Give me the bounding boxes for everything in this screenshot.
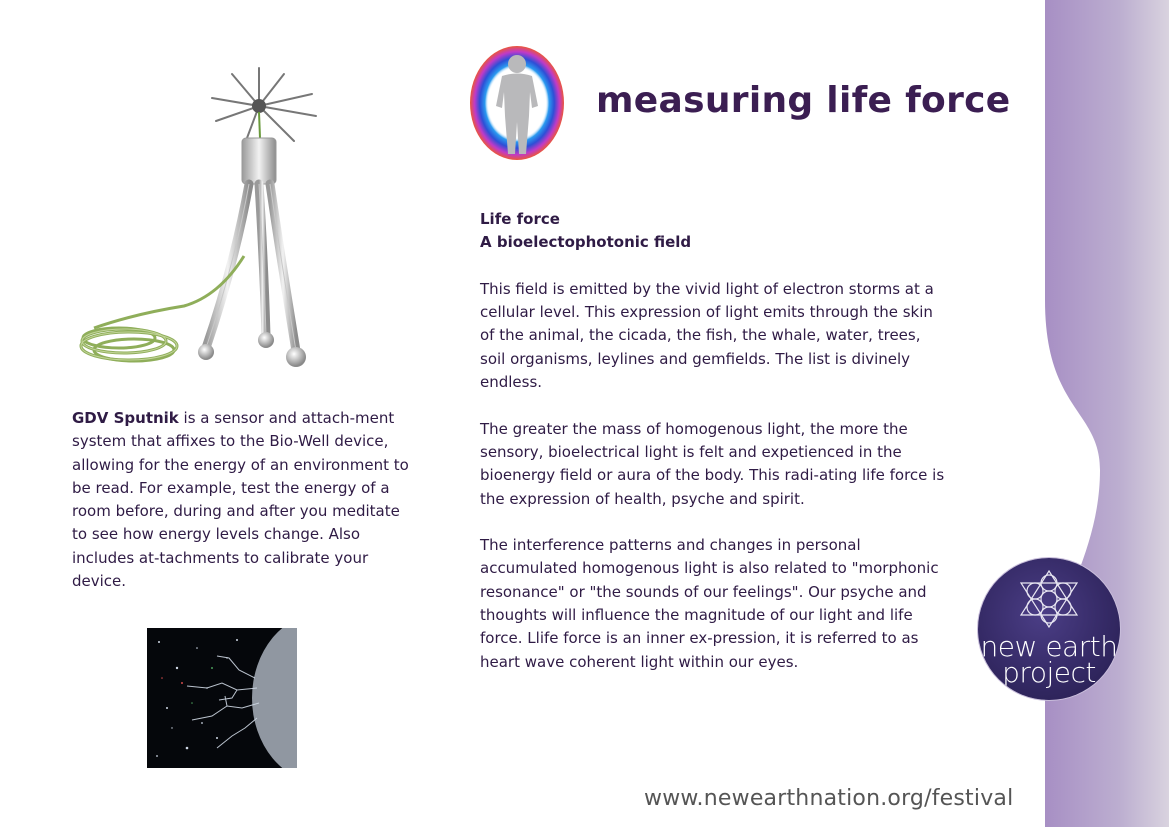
section-subheading: A bioelectophotonic field xyxy=(480,233,692,252)
logo-text-line1: new earth xyxy=(980,630,1118,663)
section-heading: Life force xyxy=(480,210,560,228)
sacred-geometry-icon xyxy=(1016,566,1082,632)
footer-url[interactable]: www.newearthnation.org/festival xyxy=(644,786,1014,811)
product-description: is a sensor and attach-ment system that affixes to the Bio-Well device, allowing for the energy of an environment to be read. For example, test the energy of a room before, during and after you meditate to see how energy levels change. Also includes at-tachments to calibrate your device. xyxy=(72,409,409,591)
side-decorative-band xyxy=(1040,0,1169,827)
new-earth-project-logo xyxy=(978,558,1120,700)
cellular-light-photo xyxy=(147,628,297,768)
body-paragraph: This field is emitted by the vivid light of electron storms at a cellular level. This expression of light emits through the skin of the animal, the cicada, the fish, the whale, water, trees, soil organisms, leylines and gemfields. The list is divinely endless. xyxy=(480,279,934,392)
sputnik-description xyxy=(72,407,412,593)
main-body xyxy=(480,208,950,674)
aura-body-icon xyxy=(468,44,566,162)
gdv-sputnik-device-image xyxy=(44,66,334,376)
page-title: measuring life force xyxy=(596,80,1011,121)
product-name: GDV Sputnik xyxy=(72,409,179,427)
logo-text-line2: project xyxy=(1002,656,1096,689)
body-paragraph: The interference patterns and changes in personal accumulated homogenous light is also related to "morphonic resonance" or "the sounds of our feelings". Our psyche and thoughts will influence the magnitude of our light and life force. Llife force is an inner ex-pression, it is referred to as heart wave coherent light within our eyes. xyxy=(480,536,939,671)
body-paragraph: The greater the mass of homogenous light, the more the sensory, bioelectrical light is felt and expetienced in the bioenergy field or aura of the body. This radi-ating life force is the expression of health, psyche and spirit. xyxy=(480,419,945,508)
